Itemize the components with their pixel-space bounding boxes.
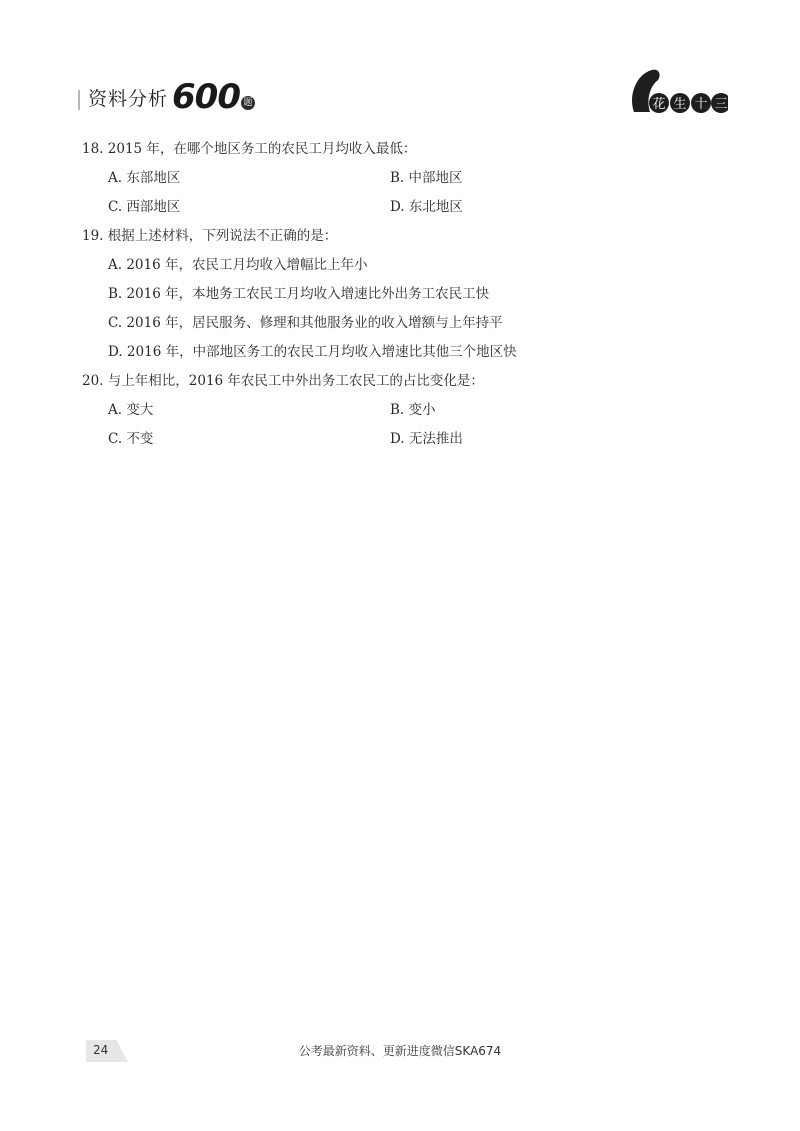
- book-title: 资料分析: [88, 88, 169, 110]
- logo-char-1: 花: [652, 97, 666, 112]
- option-d: D. 东北地区: [390, 199, 463, 215]
- question-18: [82, 138, 722, 225]
- option-a: A. 变大: [108, 402, 154, 418]
- option-a: A. 2016 年，农民工月均收入增幅比上年小: [108, 257, 368, 273]
- question-stem: 20. 与上年相比，2016 年农民工中外出务工农民工的占比变化是：: [82, 373, 484, 389]
- option-row: [82, 196, 722, 225]
- logo-char-3: 十: [694, 97, 708, 112]
- logo-char-4: 三: [714, 97, 728, 112]
- option-d: D. 2016 年，中部地区务工的农民工月均收入增速比其他三个地区快: [108, 344, 517, 360]
- book-suffix: 题: [241, 96, 255, 110]
- question-19: [82, 225, 722, 370]
- option-a: A. 东部地区: [108, 170, 181, 186]
- question-list: [82, 138, 722, 457]
- option-c: C. 西部地区: [108, 199, 181, 215]
- footer-note: 公考最新资料、更新进度微信SKA674: [298, 1044, 502, 1058]
- option-b: B. 变小: [390, 402, 436, 418]
- publisher-logo: [628, 66, 728, 118]
- option-row: [82, 428, 722, 457]
- page-header: [78, 77, 255, 117]
- logo-char-2: 生: [673, 97, 687, 112]
- option-row: [82, 167, 722, 196]
- option-c: C. 不变: [108, 431, 154, 447]
- question-20: [82, 370, 722, 457]
- option-b: B. 2016 年，本地务工农民工月均收入增速比外出务工农民工快: [108, 286, 490, 302]
- option-c: C. 2016 年，居民服务、修理和其他服务业的收入增额与上年持平: [108, 315, 503, 331]
- question-stem: 18. 2015 年，在哪个地区务工的农民工月均收入最低：: [82, 141, 417, 157]
- question-stem: 19. 根据上述材料，下列说法不正确的是：: [82, 228, 338, 244]
- header-divider: [78, 90, 80, 110]
- option-d: D. 无法推出: [390, 431, 463, 447]
- option-b: B. 中部地区: [390, 170, 463, 186]
- book-number: 600: [172, 77, 240, 117]
- page-number: 24: [93, 1043, 109, 1057]
- option-row: [82, 399, 722, 428]
